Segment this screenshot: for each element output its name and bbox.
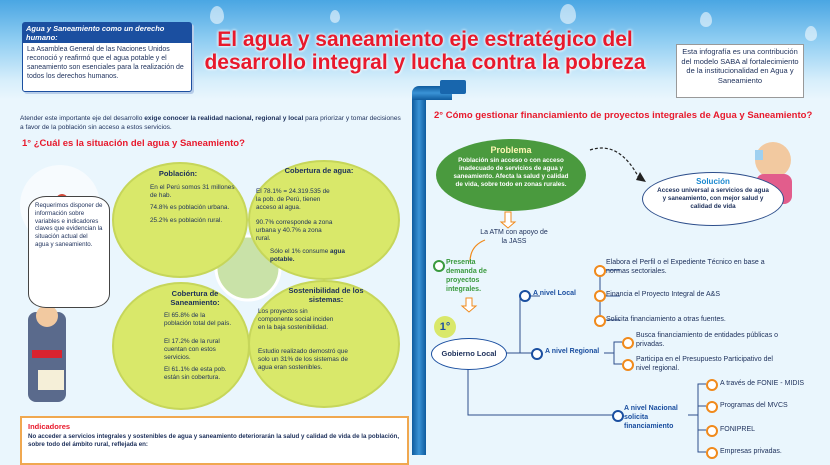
regional-item: Busca financiamiento de entidades públicas o privadas. (636, 332, 779, 348)
bullet-icon (531, 348, 543, 360)
contribution-note: Esta infografía es una contribución del modelo SABA al fortalecimiento de la institucionalidad en Agua y Saneamiento (676, 44, 804, 98)
nacional-item: Empresas privadas. (720, 448, 782, 455)
tree-line (688, 384, 706, 452)
section2-title: 2° Cómo gestionar financiamiento de proyectos integrales de Agua y Saneamiento? (434, 110, 813, 121)
bullet-icon (706, 401, 718, 413)
cobertura-san-text: El 65.8% de la población total del país. (164, 312, 232, 328)
bullet-icon (612, 410, 624, 422)
poblacion-item: 74.8% es población urbana. (150, 204, 230, 212)
bullet-icon (594, 265, 606, 277)
bullet-icon (706, 425, 718, 437)
sostenibilidad-text: Los proyectos sin componente social inciden en la baja sostenibilidad. (258, 308, 334, 332)
poblacion-label: Población: (158, 169, 198, 178)
bullet-icon (706, 447, 718, 459)
nacional-item: Programas del MVCS (720, 402, 788, 409)
callout-bubble: Requerimos disponer de información sobre variables e indicadores claves que evidencian la situación actual del agua y saneamiento. (28, 196, 110, 308)
solution-text: Acceso universal a servicios de agua y saneamiento, con mejor salud y calidad de vida (657, 187, 769, 210)
sostenibilidad-text2: Estudio realizado demostró que solo un 31% de los sistemas de agua eran sostenibles. (258, 348, 348, 372)
solution-title: Solución (696, 177, 730, 186)
cobertura-san-text2: El 17.2% de la rural cuentan con estos servicios. (164, 338, 220, 362)
step-badge: 1° (434, 316, 456, 338)
intro-rest: para priorizar y tomar decisiones a favor de la población sin acceso a estos servicios. (20, 115, 401, 131)
official-head (36, 305, 58, 327)
cobertura-agua-text3 (270, 248, 366, 264)
indicators-title: Indicadores (28, 422, 71, 431)
poblacion-list (150, 184, 236, 225)
poblacion-item: 25.2% es población rural. (150, 216, 223, 224)
indicators-text: No acceder a servicios integrales y sostenibles de agua y saneamiento deteriorarán la salud y calidad de vida de la población, sobre todo del ámbito rural, reflejada en: (28, 433, 400, 448)
human-right-title: Agua y Saneamiento como un derecho humano: (23, 23, 191, 43)
cobertura-agua-text: El 78.1% = 24.319.535 de la pob. de Perú, tienen acceso al agua. (256, 188, 330, 212)
bullet-icon (519, 290, 531, 302)
page-title: El agua y saneamiento eje estratégico del desarrollo integral y lucha contra la pobreza (204, 28, 646, 74)
glass-icon (755, 150, 763, 160)
bullet-icon (706, 379, 718, 391)
local-item: Solicita financiamiento a otras fuentes. (606, 316, 726, 323)
down-arrow-icon (462, 298, 476, 312)
nivel-nacional-label: A nivel Nacional solicita financiamiento (624, 405, 678, 430)
human-right-text: La Asamblea General de las Naciones Unidos reconoció y reafirmó que el agua potable y el saneamiento son esenciales para la realización de todos los derechos humanos. (27, 46, 184, 80)
water-pipe (412, 94, 426, 455)
cobertura-san-text3: El 61.1% de esta pob. están sin cobertura. (164, 366, 227, 382)
official-sash (32, 350, 62, 358)
sostenibilidad-label: Sostenibilidad de los sistemas: (288, 286, 364, 304)
intro-bold: exige conocer la realidad nacional, regional y local (144, 115, 304, 122)
problem-title: Problema (490, 145, 532, 155)
cobertura-agua-text3b: agua potable. (270, 248, 345, 264)
nivel-regional-label: A nivel Regional (545, 348, 600, 355)
presenta-text: Presenta demanda de proyectos integrales. (446, 259, 487, 293)
bullet-icon (433, 260, 445, 272)
problem-solution-arrow (590, 148, 640, 180)
solution-ellipse (642, 172, 784, 226)
bullet-icon (594, 315, 606, 327)
gobierno-local-node: Gobierno Local (431, 338, 507, 370)
poblacion-item: En el Perú somos 31 millones de hab. (150, 184, 235, 200)
bullet-icon (594, 290, 606, 302)
problem-text: Población sin acceso o con acceso inadecuado de servicios de agua y saneamiento. Afecta la salud y calidad de vida, sobre todo en zonas rurales. (453, 157, 569, 188)
indicators-box (20, 416, 409, 465)
section1-title: 1° ¿Cuál es la situación del agua y Saneamiento? (22, 138, 245, 149)
tree-line (604, 342, 622, 364)
atm-text: La ATM con apoyo de la JASS (480, 229, 548, 245)
tree-line (505, 296, 540, 353)
nacional-item: A través de FONIE - MIDIS (720, 380, 805, 387)
cobertura-agua-text2: 90.7% corresponde a zona urbana y 40.7% a zona rural. (256, 219, 333, 243)
document-icon (38, 370, 64, 390)
faucet-icon (440, 80, 466, 94)
local-item: Financia el Proyecto Integral de A&S (606, 291, 721, 298)
cobertura-saneamiento-label: Cobertura de Saneamiento: (170, 289, 220, 307)
bullet-icon (622, 359, 634, 371)
regional-item: Participa en el Presupuesto Participativo del nivel regional. (636, 356, 773, 372)
tree-line (468, 368, 618, 415)
nacional-item: FONIPREL (720, 426, 756, 433)
intro-plain: Atender este importante eje del desarrollo (20, 115, 145, 122)
cobertura-agua-text3a: Sólo el 1% consume (270, 248, 329, 255)
down-arrow-icon (501, 212, 515, 228)
problem-ellipse (436, 139, 586, 211)
local-item: Elabora el Perfil o el Expediente Técnico en base a normas sectoriales. (606, 259, 765, 275)
nivel-local-label: A nivel Local (533, 290, 576, 297)
bullet-icon (622, 337, 634, 349)
cobertura-agua-label: Cobertura de agua: (284, 166, 354, 175)
